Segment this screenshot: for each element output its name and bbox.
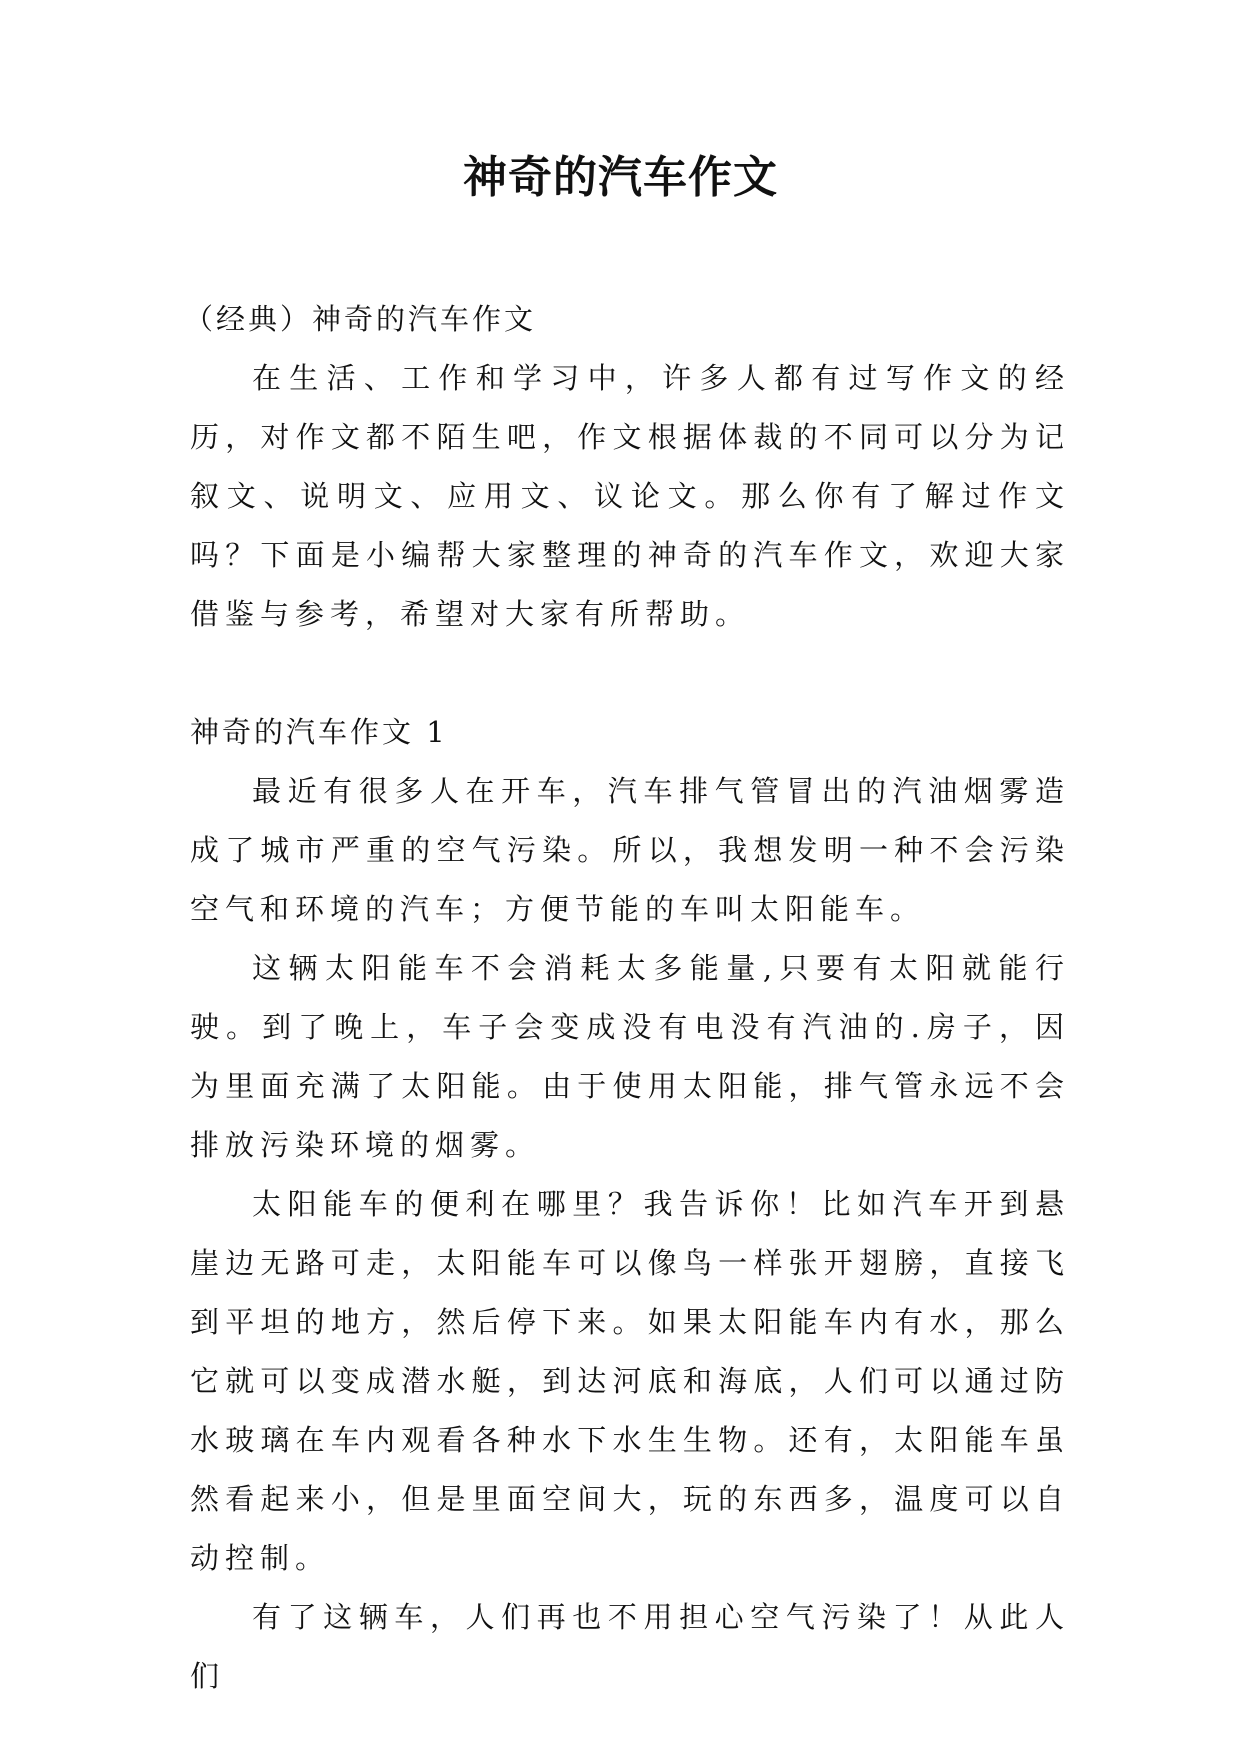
lead-line: （经典）神奇的汽车作文 [184, 302, 537, 336]
paragraph: 有了这辆车，人们再也不用担心空气污染了！从此人们 [190, 1600, 1070, 1693]
intro-paragraph: 在生活、工作和学习中，许多人都有过写作文的经历，对作文都不陌生吧，作文根据体裁的不同可以分为记叙文、说明文、应用文、议论文。那么你有了解过作文吗？下面是小编帮大家整理的神奇的汽车作文，欢迎大家借鉴与参考，希望对大家有所帮助。 [190, 361, 1070, 631]
section-heading: 神奇的汽车作文 1 [190, 715, 448, 749]
paragraph: 这辆太阳能车不会消耗太多能量,只要有太阳就能行驶。到了晚上，车子会变成没有电没有汽油的.房子，因为里面充满了太阳能。由于使用太阳能，排气管永远不会排放污染环境的烟雾。 [190, 951, 1070, 1162]
paragraph: 最近有很多人在开车，汽车排气管冒出的汽油烟雾造成了城市严重的空气污染。所以，我想发明一种不会污染空气和环境的汽车；方便节能的车叫太阳能车。 [190, 774, 1070, 926]
document-title: 神奇的汽车作文 [463, 152, 778, 203]
paragraph: 太阳能车的便利在哪里？我告诉你！比如汽车开到悬崖边无路可走，太阳能车可以像鸟一样张开翅膀，直接飞到平坦的地方，然后停下来。如果太阳能车内有水，那么它就可以变成潜水艇，到达河底和海底，人们可以通过防水玻璃在车内观看各种水下水生生物。还有，太阳能车虽然看起来小，但是里面空间大，玩的东西多，温度可以自动控制。 [190, 1187, 1070, 1575]
document-body [184, 290, 1070, 1706]
section-spacer [190, 644, 1070, 703]
